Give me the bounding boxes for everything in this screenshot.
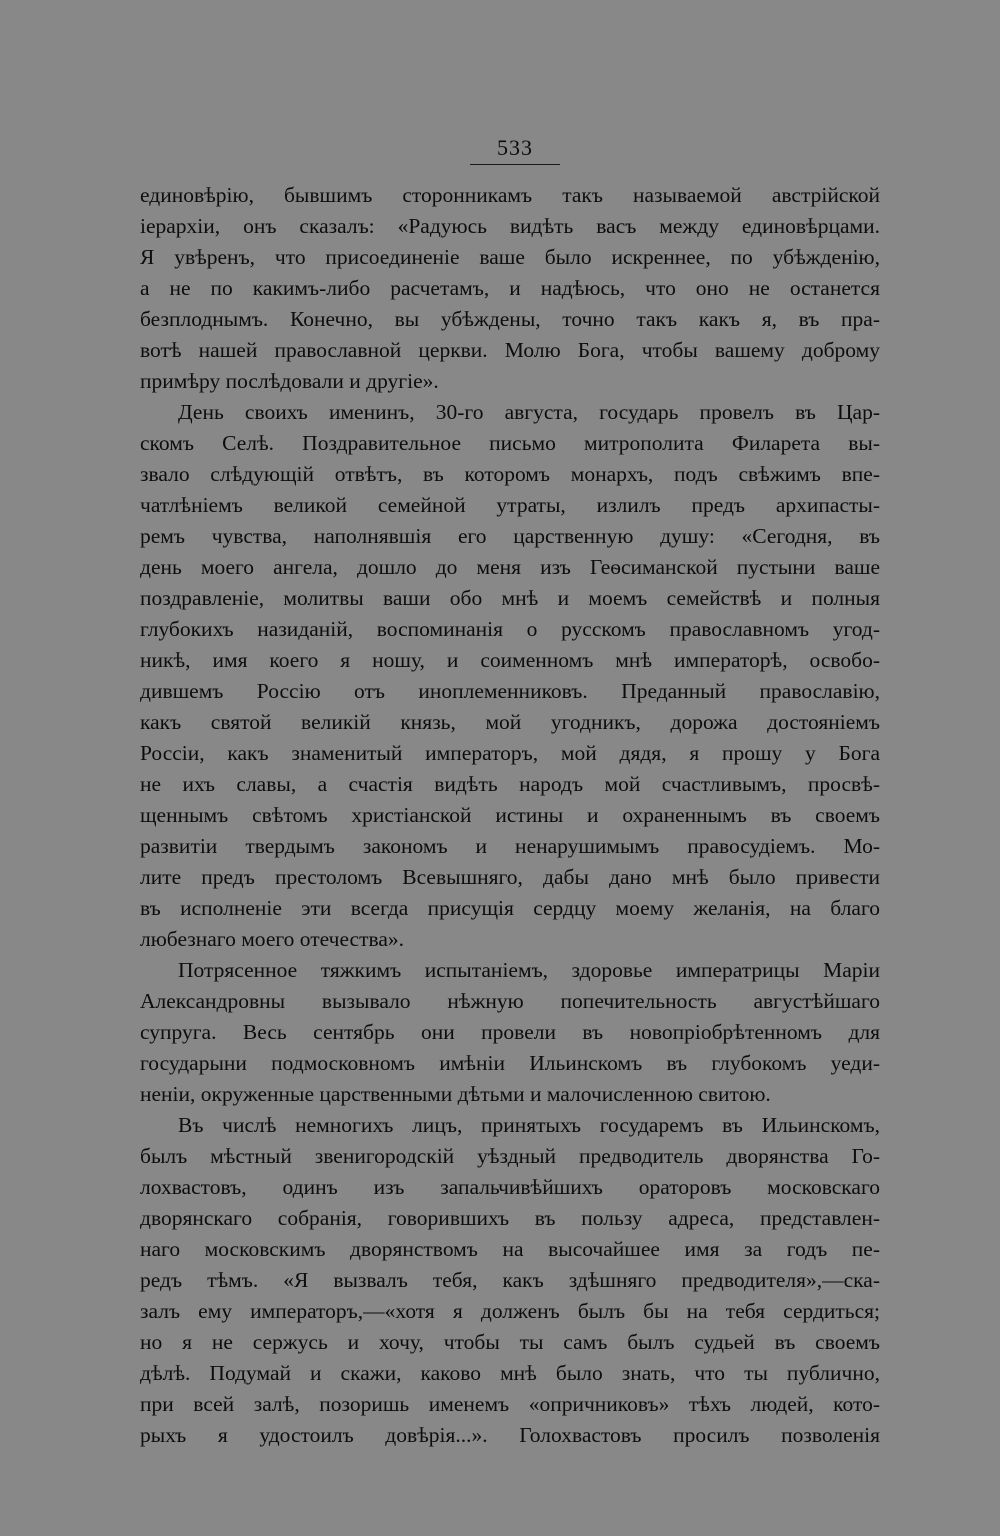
text-line: при всей залѣ, позоришь именемъ «опричниковъ» тѣхъ людей, кото- xyxy=(140,1392,880,1416)
text-line: Потрясенное тяжкимъ испытаніемъ, здоровье императрицы Маріи xyxy=(178,958,880,982)
text-line: Въ числѣ немногихъ лицъ, принятыхъ государемъ въ Ильинскомъ, xyxy=(178,1113,880,1137)
text-line: іерархіи, онъ сказалъ: «Радуюсь видѣть васъ между единовѣрцами. xyxy=(140,214,880,238)
text-line: дѣлѣ. Подумай и скажи, каково мнѣ было знать, что ты публично, xyxy=(140,1361,880,1385)
text-line: любезнаго моего отечества». xyxy=(140,927,405,951)
text-line: развитіи твердымъ закономъ и ненарушимымъ правосудіемъ. Мо- xyxy=(140,834,880,858)
text-line: въ исполненіе эти всегда присущія сердцу моему желанія, на благо xyxy=(140,896,880,920)
text-line: редъ тѣмъ. «Я вызвалъ тебя, какъ здѣшняго предводителя»,—ска- xyxy=(140,1268,880,1292)
text-line: дившемъ Россію отъ иноплеменниковъ. Преданный православію, xyxy=(140,679,880,703)
text-line: примѣру послѣдовали и другіе». xyxy=(140,369,439,393)
text-line: день моего ангела, дошло до меня изъ Геѳсиманской пустыни ваше xyxy=(140,555,880,579)
text-line: единовѣрію, бывшимъ сторонникамъ такъ называемой австрійской xyxy=(140,183,880,207)
text-line: не ихъ славы, а счастія видѣть народъ мой счастливымъ, просвѣ- xyxy=(140,772,880,796)
text-line: глубокихъ назиданій, воспоминанія о русскомъ православномъ угод- xyxy=(140,617,880,641)
text-line: поздравленіе, молитвы ваши обо мнѣ и моемъ семействѣ и полныя xyxy=(140,586,880,610)
text-line: а не по какимъ-либо расчетамъ, и надѣюсь, что оно не останется xyxy=(140,276,880,300)
text-line: государыни подмосковномъ имѣніи Ильинскомъ въ глубокомъ уеди- xyxy=(140,1051,880,1075)
text-line: День своихъ именинъ, 30-го августа, государь провелъ въ Цар- xyxy=(178,400,880,424)
text-line: Я увѣренъ, что присоединеніе ваше было искреннее, по убѣжденію, xyxy=(140,245,880,269)
text-line: скомъ Селѣ. Поздравительное письмо митрополита Филарета вы- xyxy=(140,431,880,455)
text-line: но я не сержусь и хочу, чтобы ты самъ былъ судьей въ своемъ xyxy=(140,1330,880,1354)
page-number-rule xyxy=(470,164,560,165)
text-line: наго московскимъ дворянствомъ на высочайшее имя за годъ пе- xyxy=(140,1237,880,1261)
text-line: безплоднымъ. Конечно, вы убѣждены, точно такъ какъ я, въ пра- xyxy=(140,307,880,331)
text-line: Александровны вызывало нѣжную попечительность августѣйшаго xyxy=(140,989,880,1013)
text-line: неніи, окруженные царственными дѣтьми и малочисленною свитою. xyxy=(140,1082,771,1106)
text-line: никѣ, имя коего я ношу, и соименномъ мнѣ императорѣ, освобо- xyxy=(140,648,880,672)
text-line: супруга. Весь сентябрь они провели въ новопріобрѣтенномъ для xyxy=(140,1020,880,1044)
text-line: щеннымъ свѣтомъ христіанской истины и охраненнымъ въ своемъ xyxy=(140,803,880,827)
page-number: 533 xyxy=(497,135,533,160)
text-line: рыхъ я удостоилъ довѣрія...». Голохвастовъ просилъ позволенія xyxy=(140,1423,880,1447)
text-line: лохвастовъ, одинъ изъ запальчивѣйшихъ ораторовъ московскаго xyxy=(140,1175,880,1199)
text-line: Россіи, какъ знаменитый императоръ, мой дядя, я прошу у Бога xyxy=(140,741,880,765)
text-line: дворянскаго собранія, говорившихъ въ пользу адреса, представлен- xyxy=(140,1206,880,1230)
body-text xyxy=(140,180,880,1451)
text-line: лите предъ престоломъ Всевышняго, дабы дано мнѣ было привести xyxy=(140,865,880,889)
text-line: вотѣ нашей православной церкви. Молю Бога, чтобы вашему доброму xyxy=(140,338,880,362)
text-line: звало слѣдующій отвѣтъ, въ которомъ монархъ, подъ свѣжимъ впе- xyxy=(140,462,880,486)
text-line: какъ святой великій князь, мой угодникъ, дорожа достояніемъ xyxy=(140,710,880,734)
text-line: ремъ чувства, наполнявшія его царственную душу: «Сегодня, въ xyxy=(140,524,880,548)
text-line: чатлѣніемъ великой семейной утраты, излилъ предъ архипасты- xyxy=(140,493,880,517)
text-line: залъ ему императоръ,—«хотя я долженъ былъ бы на тебя сердиться; xyxy=(140,1299,880,1323)
text-line: былъ мѣстный звенигородскій уѣздный предводитель дворянства Го- xyxy=(140,1144,880,1168)
